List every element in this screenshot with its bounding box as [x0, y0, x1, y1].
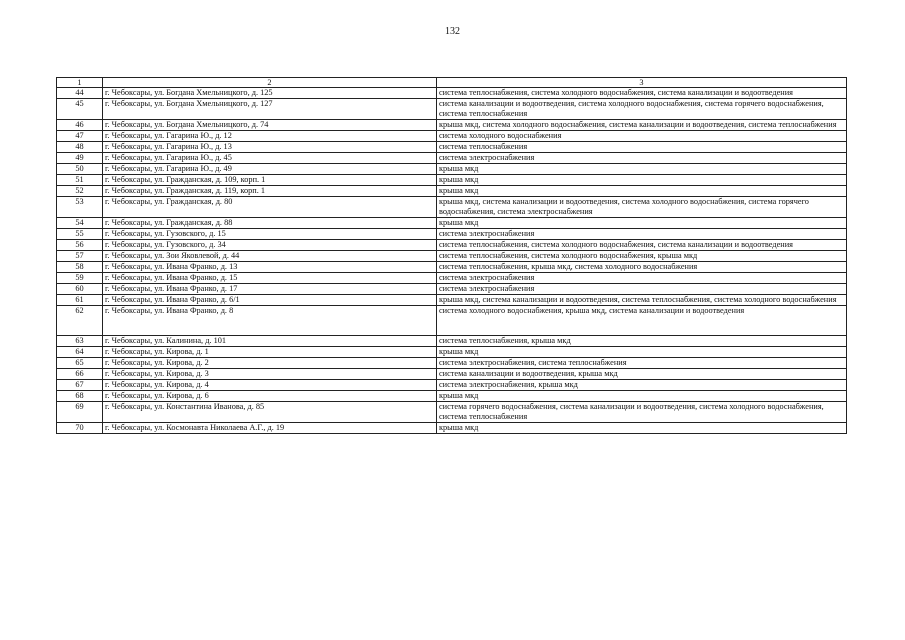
table-row [57, 251, 847, 262]
table-row [57, 380, 847, 391]
systems-cell: крыша мкд, система канализации и водоотведения, система теплоснабжения, система холодного водоснабжения [437, 295, 847, 306]
row-number-cell: 63 [57, 336, 103, 347]
table-row [57, 423, 847, 434]
row-number-cell: 47 [57, 131, 103, 142]
address-cell: г. Чебоксары, ул. Зои Яковлевой, д. 44 [103, 251, 437, 262]
systems-cell: система холодного водоснабжения, крыша мкд, система канализации и водоотведения [437, 306, 847, 336]
systems-cell: система теплоснабжения, система холодного водоснабжения, система канализации и водоотведения [437, 240, 847, 251]
systems-cell: система электроснабжения, система теплоснабжения [437, 358, 847, 369]
systems-cell: крыша мкд [437, 186, 847, 197]
table-row [57, 197, 847, 218]
table-row [57, 175, 847, 186]
systems-cell: крыша мкд [437, 218, 847, 229]
row-number-cell: 46 [57, 120, 103, 131]
table-row [57, 306, 847, 336]
table-row [57, 369, 847, 380]
address-cell: г. Чебоксары, ул. Кирова, д. 4 [103, 380, 437, 391]
table-row [57, 164, 847, 175]
table-header [57, 78, 847, 88]
table-row [57, 142, 847, 153]
row-number-cell: 48 [57, 142, 103, 153]
page-number: 132 [445, 26, 460, 37]
address-cell: г. Чебоксары, ул. Гузовского, д. 34 [103, 240, 437, 251]
systems-cell: крыша мкд, система канализации и водоотведения, система холодного водоснабжения, система горячего водоснабжения, система электроснабжения [437, 197, 847, 218]
systems-cell: система электроснабжения [437, 284, 847, 295]
table-row [57, 240, 847, 251]
row-number-cell: 68 [57, 391, 103, 402]
row-number-cell: 64 [57, 347, 103, 358]
table-row [57, 99, 847, 120]
row-number-cell: 50 [57, 164, 103, 175]
systems-cell: система горячего водоснабжения, система канализации и водоотведения, система холодного водоснабжения, система теплоснабжения [437, 402, 847, 423]
address-cell: г. Чебоксары, ул. Гагарина Ю., д. 49 [103, 164, 437, 175]
row-number-cell: 49 [57, 153, 103, 164]
address-cell: г. Чебоксары, ул. Гражданская, д. 109, корп. 1 [103, 175, 437, 186]
table-row [57, 186, 847, 197]
header-row [57, 78, 847, 88]
address-cell: г. Чебоксары, ул. Гражданская, д. 119, корп. 1 [103, 186, 437, 197]
systems-cell: крыша мкд [437, 347, 847, 358]
table-row [57, 295, 847, 306]
systems-cell: система канализации и водоотведения, крыша мкд [437, 369, 847, 380]
row-number-cell: 62 [57, 306, 103, 336]
systems-cell: крыша мкд [437, 423, 847, 434]
row-number-cell: 58 [57, 262, 103, 273]
address-cell: г. Чебоксары, ул. Гагарина Ю., д. 13 [103, 142, 437, 153]
row-number-cell: 53 [57, 197, 103, 218]
systems-cell: крыша мкд, система холодного водоснабжения, система канализации и водоотведения, система теплоснабжения [437, 120, 847, 131]
address-cell: г. Чебоксары, ул. Гражданская, д. 80 [103, 197, 437, 218]
address-cell: г. Чебоксары, ул. Богдана Хмельницкого, д. 125 [103, 88, 437, 99]
row-number-cell: 52 [57, 186, 103, 197]
table-row [57, 358, 847, 369]
systems-cell: система канализации и водоотведения, система холодного водоснабжения, система горячего водоснабжения, система теплоснабжения [437, 99, 847, 120]
address-cell: г. Чебоксары, ул. Кирова, д. 1 [103, 347, 437, 358]
address-cell: г. Чебоксары, ул. Кирова, д. 2 [103, 358, 437, 369]
address-cell: г. Чебоксары, ул. Богдана Хмельницкого, д. 127 [103, 99, 437, 120]
row-number-cell: 61 [57, 295, 103, 306]
address-cell: г. Чебоксары, ул. Гагарина Ю., д. 12 [103, 131, 437, 142]
header-col-2: 2 [103, 78, 437, 88]
systems-cell: система теплоснабжения, крыша мкд, система холодного водоснабжения [437, 262, 847, 273]
row-number-cell: 54 [57, 218, 103, 229]
row-number-cell: 60 [57, 284, 103, 295]
table-row [57, 284, 847, 295]
systems-cell: система теплоснабжения, система холодного водоснабжения, крыша мкд [437, 251, 847, 262]
address-cell: г. Чебоксары, ул. Богдана Хмельницкого, д. 74 [103, 120, 437, 131]
address-cell: г. Чебоксары, ул. Гагарина Ю., д. 45 [103, 153, 437, 164]
systems-cell: система электроснабжения [437, 229, 847, 240]
address-cell: г. Чебоксары, ул. Константина Иванова, д. 85 [103, 402, 437, 423]
systems-cell: система холодного водоснабжения [437, 131, 847, 142]
address-cell: г. Чебоксары, ул. Ивана Франко, д. 13 [103, 262, 437, 273]
systems-cell: система теплоснабжения, система холодного водоснабжения, система канализации и водоотведения [437, 88, 847, 99]
row-number-cell: 57 [57, 251, 103, 262]
row-number-cell: 70 [57, 423, 103, 434]
table-row [57, 347, 847, 358]
objects-table [56, 77, 847, 434]
table-row [57, 153, 847, 164]
systems-cell: система теплоснабжения [437, 142, 847, 153]
table-row [57, 229, 847, 240]
systems-cell: система электроснабжения, крыша мкд [437, 380, 847, 391]
systems-cell: крыша мкд [437, 391, 847, 402]
address-cell: г. Чебоксары, ул. Ивана Франко, д. 8 [103, 306, 437, 336]
table-row [57, 273, 847, 284]
row-number-cell: 45 [57, 99, 103, 120]
systems-cell: крыша мкд [437, 164, 847, 175]
row-number-cell: 55 [57, 229, 103, 240]
row-number-cell: 67 [57, 380, 103, 391]
row-number-cell: 65 [57, 358, 103, 369]
systems-cell: система теплоснабжения, крыша мкд [437, 336, 847, 347]
address-cell: г. Чебоксары, ул. Ивана Франко, д. 6/1 [103, 295, 437, 306]
systems-cell: система электроснабжения [437, 273, 847, 284]
table-row [57, 402, 847, 423]
row-number-cell: 69 [57, 402, 103, 423]
header-col-3: 3 [437, 78, 847, 88]
table-row [57, 120, 847, 131]
row-number-cell: 51 [57, 175, 103, 186]
address-cell: г. Чебоксары, ул. Ивана Франко, д. 15 [103, 273, 437, 284]
systems-cell: крыша мкд [437, 175, 847, 186]
table-body [57, 88, 847, 434]
row-number-cell: 66 [57, 369, 103, 380]
table-row [57, 131, 847, 142]
address-cell: г. Чебоксары, ул. Кирова, д. 3 [103, 369, 437, 380]
address-cell: г. Чебоксары, ул. Космонавта Николаева А.Г., д. 19 [103, 423, 437, 434]
table-row [57, 336, 847, 347]
table-row [57, 218, 847, 229]
address-cell: г. Чебоксары, ул. Кирова, д. 6 [103, 391, 437, 402]
row-number-cell: 56 [57, 240, 103, 251]
table-row [57, 391, 847, 402]
address-cell: г. Чебоксары, ул. Гузовского, д. 15 [103, 229, 437, 240]
table-row [57, 262, 847, 273]
systems-cell: система электроснабжения [437, 153, 847, 164]
address-cell: г. Чебоксары, ул. Калинина, д. 101 [103, 336, 437, 347]
address-cell: г. Чебоксары, ул. Ивана Франко, д. 17 [103, 284, 437, 295]
address-cell: г. Чебоксары, ул. Гражданская, д. 88 [103, 218, 437, 229]
row-number-cell: 59 [57, 273, 103, 284]
header-col-1: 1 [57, 78, 103, 88]
table-row [57, 88, 847, 99]
row-number-cell: 44 [57, 88, 103, 99]
